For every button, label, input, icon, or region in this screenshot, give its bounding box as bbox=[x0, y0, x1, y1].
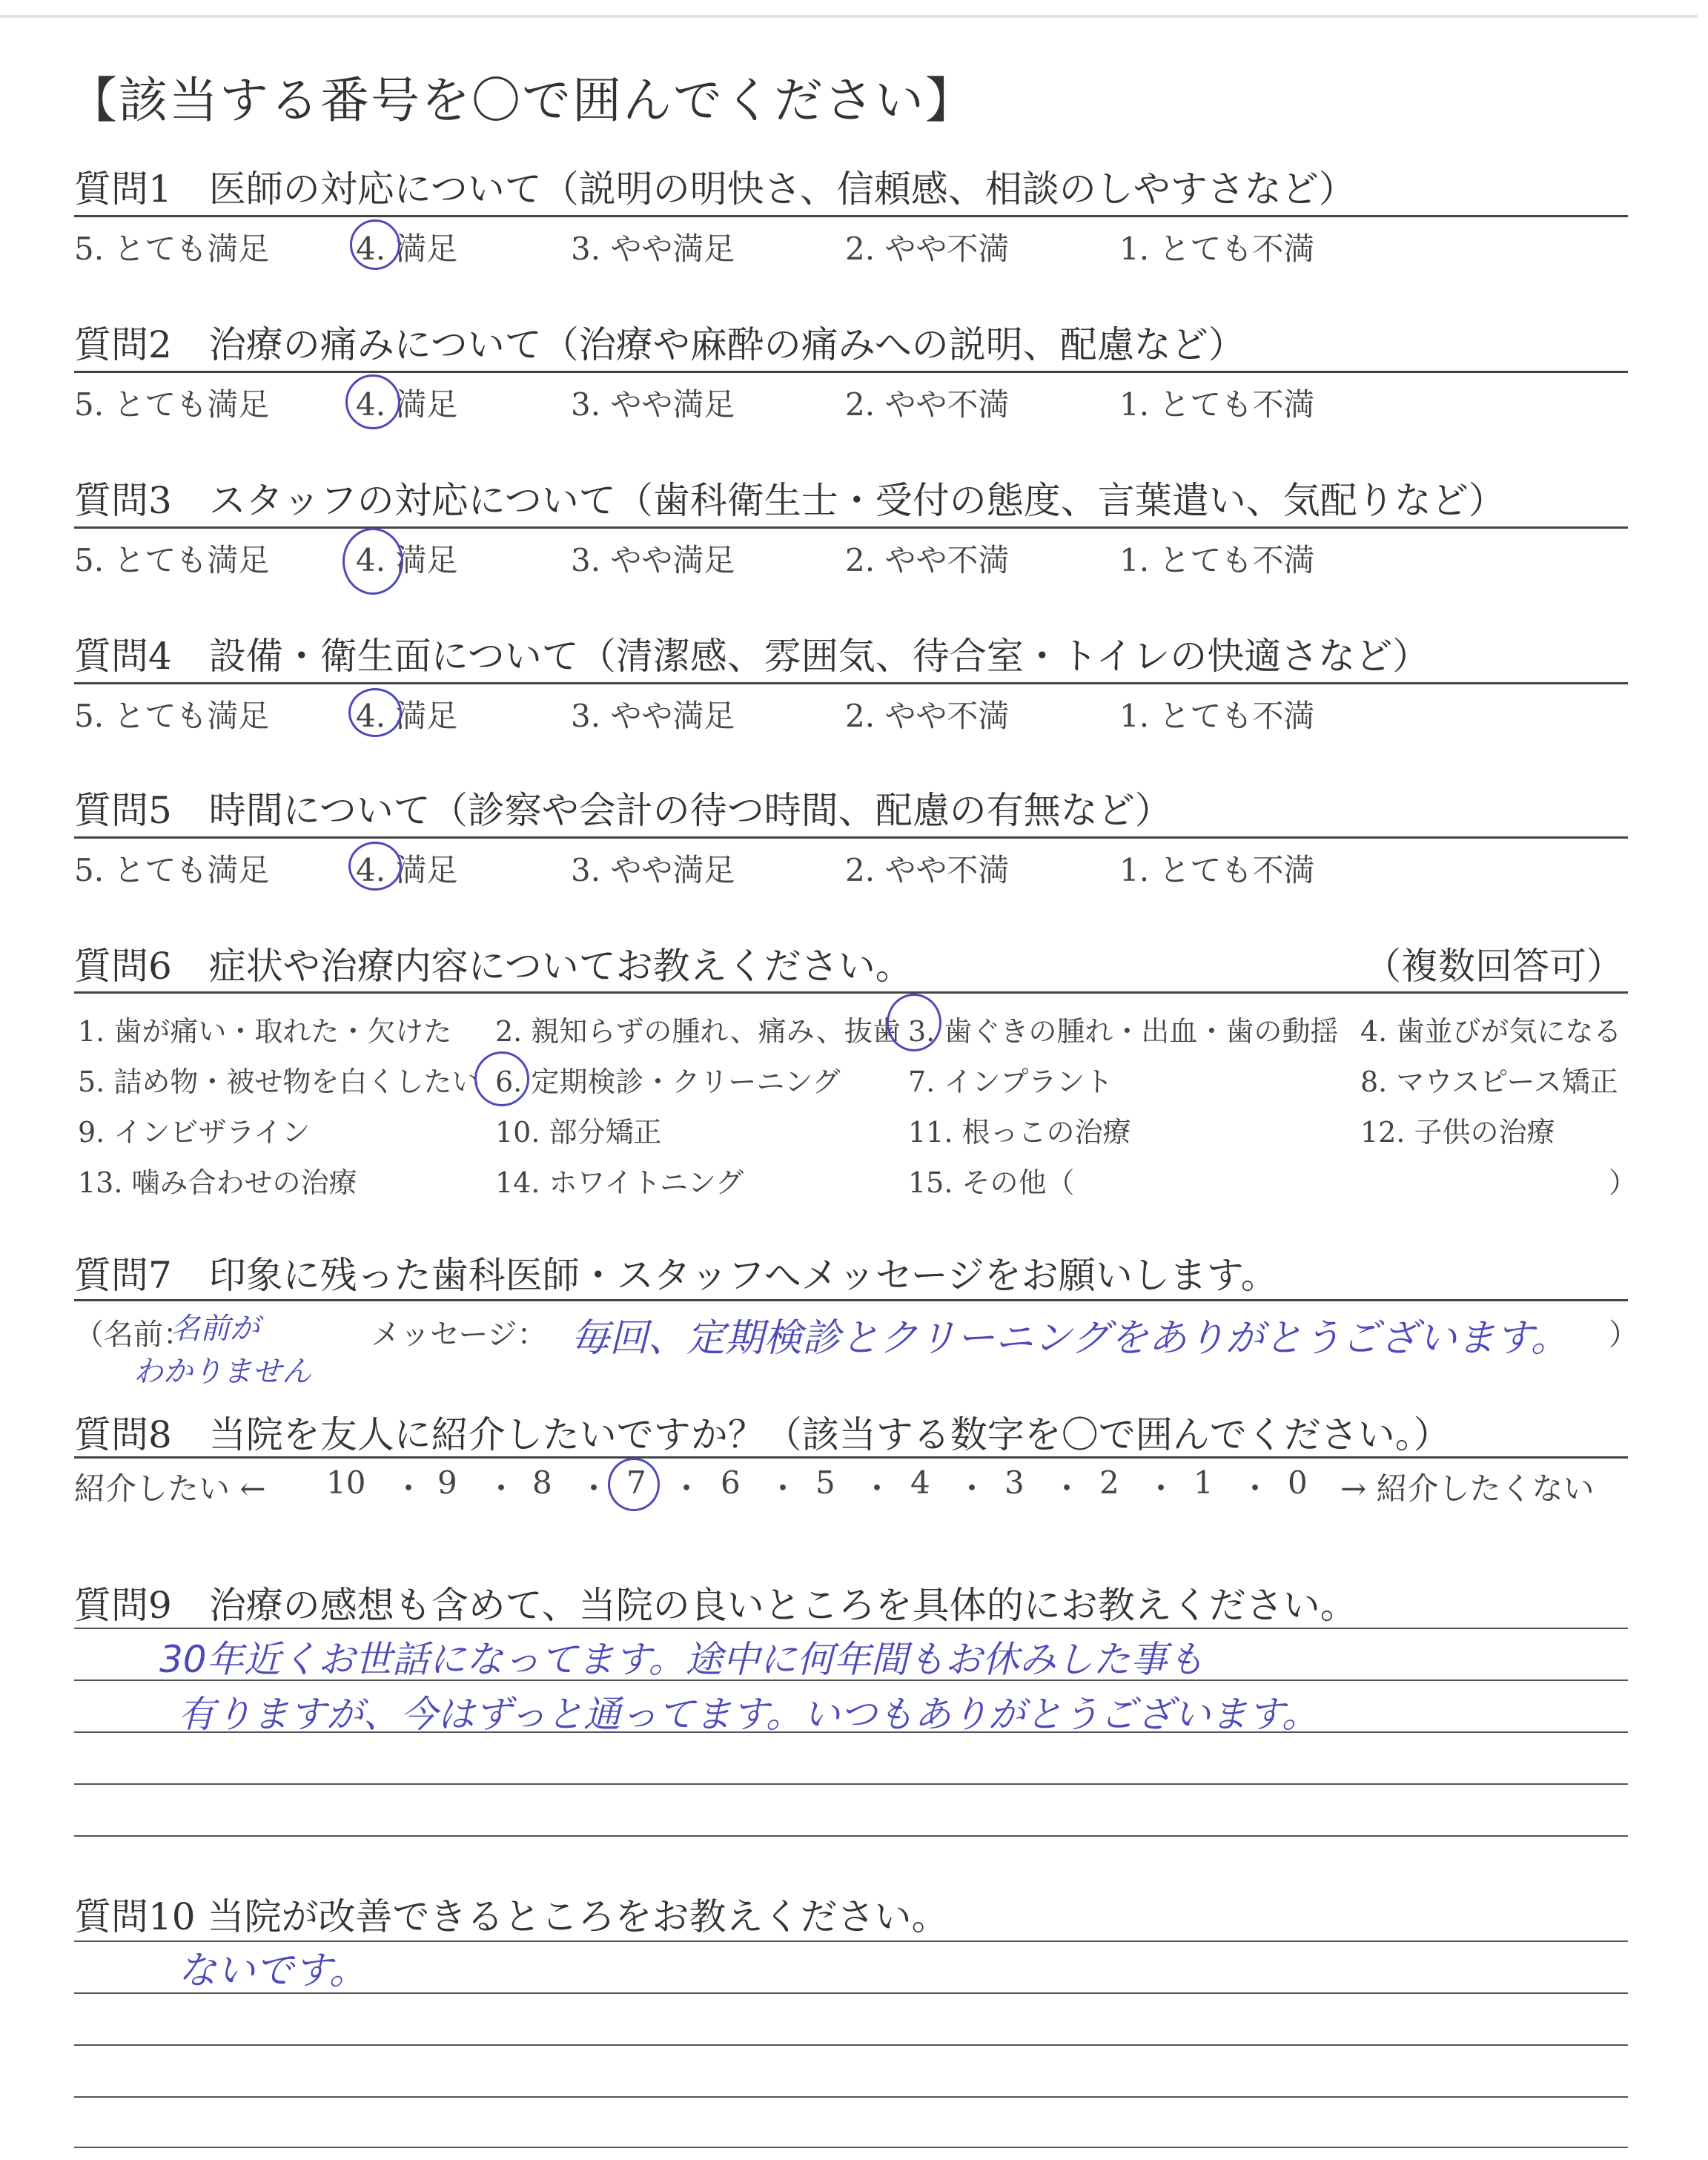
q9-line-5 bbox=[74, 1835, 1628, 1837]
q1-title: 質問1 医師の対応について（説明の明快さ、信頼感、相談のしやすさなど） bbox=[74, 168, 1356, 211]
q8-num-0[interactable]: 0 bbox=[1288, 1464, 1308, 1501]
q2-title: 質問2 治療の痛みについて（治療や麻酔の痛みへの説明、配慮など） bbox=[74, 323, 1245, 366]
q6-selected-circle-6 bbox=[474, 1051, 529, 1106]
q9-line-1 bbox=[74, 1628, 1628, 1629]
q9-line-4 bbox=[74, 1783, 1628, 1785]
q8-rule bbox=[74, 1456, 1628, 1459]
q8-sep: ・ bbox=[1145, 1470, 1177, 1507]
q6-opt-11[interactable]: 11. 根っこの治療 bbox=[908, 1116, 1131, 1149]
q8-sep: ・ bbox=[1239, 1470, 1271, 1507]
q5-title: 質問5 時間について（診察や会計の待つ時間、配慮の有無など） bbox=[74, 789, 1172, 832]
page-title: 【該当する番号を〇で囲んでください】 bbox=[68, 72, 976, 129]
q5-opt-4[interactable]: 4. 満足 bbox=[356, 852, 458, 888]
q1-opt-1[interactable]: 1. とても不満 bbox=[1119, 231, 1315, 267]
q5-rule bbox=[74, 836, 1628, 839]
q4-opt-2[interactable]: 2. やや不満 bbox=[845, 698, 1010, 734]
q8-num-10[interactable]: 10 bbox=[326, 1464, 366, 1501]
q6-opt-9[interactable]: 9. インビザライン bbox=[78, 1116, 311, 1149]
q8-num-8[interactable]: 8 bbox=[532, 1464, 552, 1501]
q7-name-label: （名前： bbox=[74, 1318, 193, 1352]
q6-opt-5[interactable]: 5. 詰め物・被せ物を白くしたい bbox=[78, 1066, 480, 1098]
top-border bbox=[0, 15, 1698, 18]
q8-sep: ・ bbox=[861, 1470, 893, 1507]
q8-sep: ・ bbox=[767, 1470, 799, 1507]
q8-right-label: → 紹介したくない bbox=[1340, 1470, 1595, 1507]
q10-line-3 bbox=[74, 2044, 1628, 2046]
q3-selected-circle bbox=[342, 528, 403, 595]
q2-rule bbox=[74, 371, 1628, 373]
q9-handwriting-line-2[interactable]: 有りますが、今はずっと通ってます。いつもありがとうございます。 bbox=[178, 1693, 1319, 1736]
q8-left-label: 紹介したい ← bbox=[74, 1470, 266, 1507]
q5-opt-5[interactable]: 5. とても満足 bbox=[74, 852, 270, 888]
q7-name-handwriting-2[interactable]: わかりません bbox=[133, 1355, 311, 1389]
q8-num-3[interactable]: 3 bbox=[1004, 1464, 1025, 1501]
q1-opt-5[interactable]: 5. とても満足 bbox=[74, 231, 270, 267]
q2-opt-4[interactable]: 4. 満足 bbox=[356, 386, 458, 423]
q6-opt-7[interactable]: 7. インプラント bbox=[908, 1066, 1113, 1098]
q6-opt-2[interactable]: 2. 親知らずの腫れ、痛み、抜歯 bbox=[495, 1015, 901, 1048]
q5-selected-circle bbox=[348, 842, 402, 891]
q1-opt-3[interactable]: 3. やや満足 bbox=[571, 231, 735, 267]
q8-sep: ・ bbox=[1051, 1470, 1083, 1507]
q3-title: 質問3 スタッフの対応について（歯科衛生士・受付の態度、言葉遣い、気配りなど） bbox=[74, 479, 1506, 522]
q1-selected-circle bbox=[350, 219, 400, 270]
q7-title: 質問7 印象に残った歯科医師・スタッフへメッセージをお願いします。 bbox=[74, 1254, 1278, 1297]
q8-num-7[interactable]: 7 bbox=[626, 1464, 646, 1501]
q9-handwriting-line-1[interactable]: 30年近くお世話になってます。途中に何年間もお休みした事も bbox=[159, 1638, 1205, 1681]
q5-opt-3[interactable]: 3. やや満足 bbox=[571, 852, 735, 888]
q8-sep: ・ bbox=[486, 1470, 517, 1507]
q7-name-handwriting-1[interactable]: 名前が bbox=[171, 1312, 259, 1346]
q5-opt-1[interactable]: 1. とても不満 bbox=[1119, 852, 1315, 888]
q8-sep: ・ bbox=[578, 1470, 610, 1507]
q7-rule bbox=[74, 1299, 1628, 1301]
q2-opt-1[interactable]: 1. とても不満 bbox=[1119, 386, 1315, 423]
q6-opt-14[interactable]: 14. ホワイトニング bbox=[495, 1166, 744, 1199]
q6-selected-circle-3 bbox=[887, 994, 941, 1051]
q8-sep: ・ bbox=[671, 1470, 703, 1507]
q6-opt-13[interactable]: 13. 噛み合わせの治療 bbox=[78, 1166, 357, 1199]
q3-opt-5[interactable]: 5. とても満足 bbox=[74, 542, 270, 578]
q8-num-2[interactable]: 2 bbox=[1099, 1464, 1119, 1501]
q3-opt-1[interactable]: 1. とても不満 bbox=[1119, 542, 1315, 578]
q6-opt-1[interactable]: 1. 歯が痛い・取れた・欠けた bbox=[78, 1015, 452, 1048]
q6-opt-3[interactable]: 3. 歯ぐきの腫れ・出血・歯の動揺 bbox=[908, 1015, 1339, 1048]
q6-other-close-paren: ） bbox=[1609, 1166, 1638, 1199]
q6-title: 質問6 症状や治療内容についてお教えください。 bbox=[74, 945, 913, 988]
q8-num-1[interactable]: 1 bbox=[1194, 1464, 1214, 1501]
q4-opt-1[interactable]: 1. とても不満 bbox=[1119, 698, 1315, 734]
q2-opt-5[interactable]: 5. とても満足 bbox=[74, 386, 270, 423]
q5-opt-2[interactable]: 2. やや不満 bbox=[845, 852, 1010, 888]
q6-opt-10[interactable]: 10. 部分矯正 bbox=[495, 1116, 662, 1149]
q1-opt-2[interactable]: 2. やや不満 bbox=[845, 231, 1010, 267]
q7-message-handwriting[interactable]: 毎回、定期検診とクリーニングをありがとうございます。 bbox=[571, 1316, 1569, 1361]
q4-title: 質問4 設備・衛生面について（清潔感、雰囲気、待合室・トイレの快適さなど） bbox=[74, 635, 1430, 678]
q6-opt-6[interactable]: 6. 定期検診・クリーニング bbox=[495, 1066, 841, 1098]
q6-opt-4[interactable]: 4. 歯並びが気になる bbox=[1360, 1015, 1622, 1048]
q6-opt-15[interactable]: 15. その他（ bbox=[908, 1166, 1075, 1199]
q8-sep: ・ bbox=[393, 1470, 425, 1507]
q8-num-4[interactable]: 4 bbox=[910, 1464, 930, 1501]
q4-opt-3[interactable]: 3. やや満足 bbox=[571, 698, 735, 734]
q8-num-6[interactable]: 6 bbox=[721, 1464, 741, 1501]
q3-opt-3[interactable]: 3. やや満足 bbox=[571, 542, 735, 578]
q2-selected-circle bbox=[345, 374, 400, 429]
q4-rule bbox=[74, 682, 1628, 684]
q8-num-5[interactable]: 5 bbox=[815, 1464, 835, 1501]
q4-selected-circle bbox=[348, 688, 402, 737]
q2-opt-2[interactable]: 2. やや不満 bbox=[845, 386, 1010, 423]
q10-line-5 bbox=[74, 2147, 1628, 2148]
q8-sep: ・ bbox=[956, 1470, 988, 1507]
q9-title: 質問9 治療の感想も含めて、当院の良いところを具体的にお教えください。 bbox=[74, 1584, 1357, 1627]
q1-rule bbox=[74, 215, 1628, 217]
q2-opt-3[interactable]: 3. やや満足 bbox=[571, 386, 735, 423]
q3-opt-4[interactable]: 4. 満足 bbox=[356, 542, 458, 578]
q10-line-4 bbox=[74, 2096, 1628, 2098]
q1-opt-4[interactable]: 4. 満足 bbox=[356, 231, 458, 267]
q6-opt-12[interactable]: 12. 子供の治療 bbox=[1360, 1116, 1555, 1149]
q3-opt-2[interactable]: 2. やや不満 bbox=[845, 542, 1010, 578]
q4-opt-4[interactable]: 4. 満足 bbox=[356, 698, 458, 734]
q7-close-paren: ） bbox=[1609, 1318, 1638, 1352]
q6-opt-8[interactable]: 8. マウスピース矯正 bbox=[1360, 1066, 1618, 1098]
q8-title: 質問8 当院を友人に紹介したいですか？（該当する数字を〇で囲んでください。） bbox=[74, 1413, 1451, 1456]
q6-note: （複数回答可） bbox=[1364, 945, 1623, 988]
q3-rule bbox=[74, 526, 1628, 529]
q4-opt-5[interactable]: 5. とても満足 bbox=[74, 698, 270, 734]
q8-num-9[interactable]: 9 bbox=[437, 1464, 457, 1501]
q6-rule bbox=[74, 991, 1628, 994]
q8-selected-circle bbox=[608, 1458, 660, 1511]
q10-handwriting[interactable]: ないです。 bbox=[178, 1949, 368, 1993]
q10-title: 質問10 当院が改善できるところをお教えください。 bbox=[74, 1895, 949, 1938]
q7-message-label: メッセージ： bbox=[371, 1318, 547, 1352]
